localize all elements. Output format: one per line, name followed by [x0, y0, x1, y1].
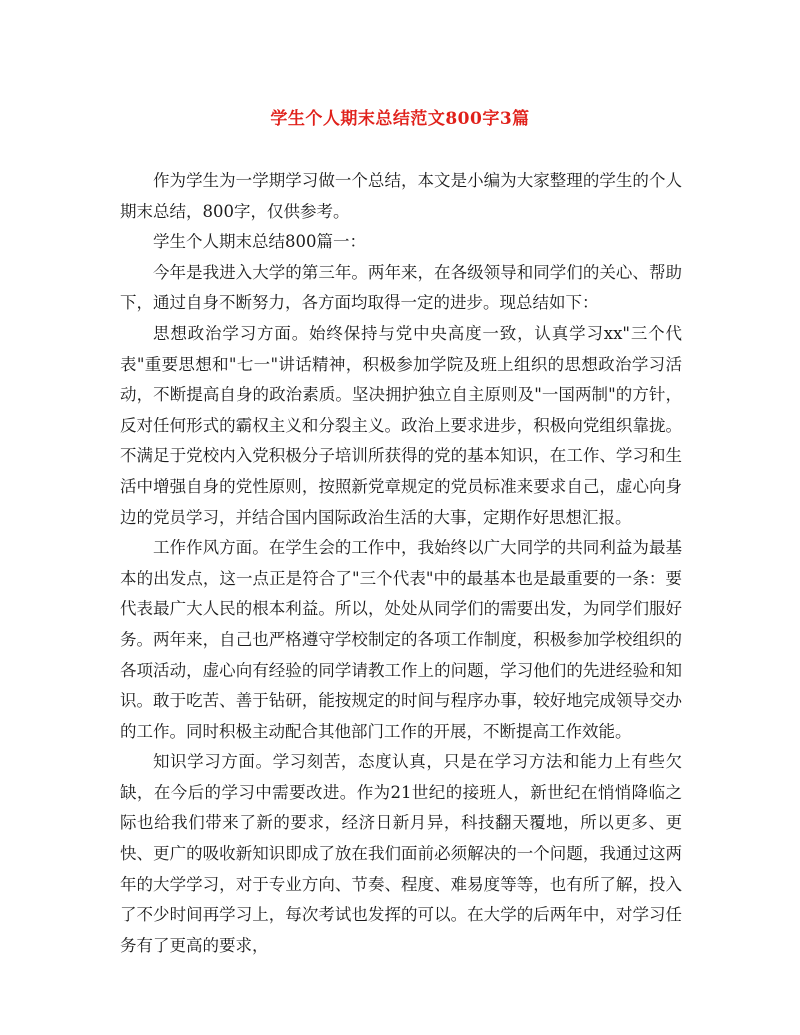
document-body [120, 166, 682, 961]
paragraph-section-heading: 学生个人期末总结800篇一： [153, 232, 366, 252]
document-title: 学生个人期末总结范文800字3篇 [270, 109, 530, 129]
paragraph-work-style: 工作作风方面。在学生会的工作中，我始终以广大同学的共同利益为最基本的出发点，这一点正是符合了"三个代表"中的最基本也是最重要的一条：要代表最广大人民的根本利益。所以，处处从同学们的需要出发，为同学们服好务。两年来，自己也严格遵守学校制定的各项工作制度，积极参加学校组织的各项活动，虚心向有经验的同学请教工作上的问题，学习他们的先进经验和知识。敢于吃苦、善于钻研，能按规定的时间与程序办事，较好地完成领导交办的工作。同时积极主动配合其他部门工作的开展，不断提高工作效能。 [120, 538, 682, 741]
paragraph-opening: 今年是我进入大学的第三年。两年来，在各级领导和同学们的关心、帮助下，通过自身不断努力，各方面均取得一定的进步。现总结如下： [120, 262, 682, 313]
paragraph-knowledge-study: 知识学习方面。学习刻苦，态度认真，只是在学习方法和能力上有些欠缺，在今后的学习中需要改进。作为21世纪的接班人，新世纪在悄悄降临之际也给我们带来了新的要求，经济日新月异，科技翻天覆地，所以更多、更快、更广的吸收新知识即成了放在我们面前必须解决的一个问题，我通过这两年的大学学习，对于专业方向、节奏、程度、难易度等等，也有所了解，投入了不少时间再学习上，每次考试也发挥的可以。在大学的后两年中，对学习任务有了更高的要求， [120, 752, 682, 955]
paragraph-intro: 作为学生为一学期学习做一个总结，本文是小编为大家整理的学生的个人期末总结，800字，仅供参考。 [120, 171, 682, 221]
paragraph-political-study: 思想政治学习方面。始终保持与党中央高度一致，认真学习xx"三个代表"重要思想和"七一"讲话精神，积极参加学院及班上组织的思想政治学习活动，不断提高自身的政治素质。坚决拥护独立自主原则及"一国两制"的方针，反对任何形式的霸权主义和分裂主义。政治上要求进步，积极向党组织靠拢。不满足于党校内入党积极分子培训所获得的党的基本知识，在工作、学习和生活中增强自身的党性原则，按照新党章规定的党员标准来要求自己，虚心向身边的党员学习，并结合国内国际政治生活的大事，定期作好思想汇报。 [120, 323, 682, 527]
